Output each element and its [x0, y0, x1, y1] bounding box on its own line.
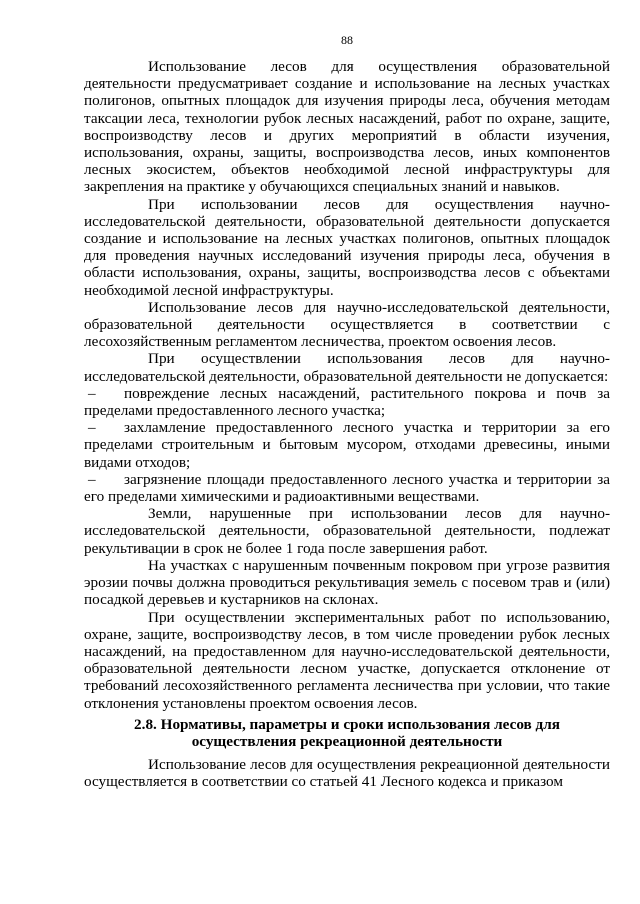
paragraph: При осуществлении экспериментальных работ по использованию, охране, защите, воспроизводству лесов, в том числе проведении рубок лесных насаждений, на предоставленном для научно-исследовательской деятельности, образовательной деятельности лесном участке, допускается отклонение от требований лесохозяйственного регламента лесничества при условии, что такие отклонения установлены проектом освоения лесов. — [84, 608, 610, 712]
section-heading-line: осуществления рекреационной деятельности — [191, 732, 503, 750]
page-number: 88 — [341, 33, 353, 47]
paragraph: Использование лесов для научно-исследовательской деятельности, образовательной деятельности осуществляется в соответствии с лесохозяйственным регламентом лесничества, проектом освоения лесов. — [84, 298, 610, 351]
dash-marker: – — [88, 419, 96, 437]
paragraph: На участках с нарушенным почвенным покровом при угрозе развития эрозии почвы должна проводиться рекультивация земель с посевом трав и (или) посадкой деревьев и кустарников на склонах. — [84, 556, 610, 609]
list-item — [84, 419, 610, 471]
body-text — [84, 58, 610, 791]
paragraph: При осуществлении использования лесов для научно-исследовательской деятельности, образовательной деятельности не допускается: — [84, 350, 610, 385]
list-item — [84, 471, 610, 505]
paragraph: Использование лесов для осуществления рекреационной деятельности осуществляется в соответствии со статьей 41 Лесного кодекса и приказом — [84, 756, 610, 791]
dash-marker: – — [88, 384, 96, 402]
paragraph: Земли, нарушенные при использовании лесов для научно-исследовательской деятельности, образовательной деятельности, подлежат рекультивации в срок не более 1 года после завершения работ. — [84, 505, 610, 557]
list-item-text: повреждение лесных насаждений, растительного покрова и почв за пределами предоставленного лесного участка; — [84, 384, 610, 420]
section-heading — [84, 716, 610, 750]
list-item-text: захламление предоставленного лесного участка и территории за его пределами строительным и бытовым мусором, отходами древесины, иными видами отходов; — [84, 419, 610, 471]
section-heading-line: 2.8. Нормативы, параметры и сроки использования лесов для — [134, 715, 560, 733]
paragraph: При использовании лесов для осуществления научно-исследовательской деятельности, образовательной деятельности допускается создание и использование на лесных участках полигонов, опытных площадок для проведения научных исследований изучения природы леса, обучения в области использования, охраны, защиты, воспроизводства лесов с объектами необходимой лесной инфраструктуры. — [84, 195, 610, 299]
list-item-text: загрязнение площади предоставленного лесного участка и территории за его пределами химическими и радиоактивными веществами. — [84, 470, 610, 506]
list-item — [84, 385, 610, 419]
paragraph: Использование лесов для осуществления образовательной деятельности предусматривает создание и использование на лесных участках полигонов, опытных площадок для изучения природы леса, обучения методам таксации леса, технологии рубок лесных насаждений, работ по охране, защите, воспроизводству лесов и других мероприятий в области изучения, использования, охраны, защиты, воспроизводства лесов, иных компонентов лесных экосистем, объектов необходимой лесной инфраструктуры для закрепления на практике у обучающихся специальных знаний и навыков. — [84, 58, 610, 196]
dash-marker: – — [88, 470, 96, 488]
